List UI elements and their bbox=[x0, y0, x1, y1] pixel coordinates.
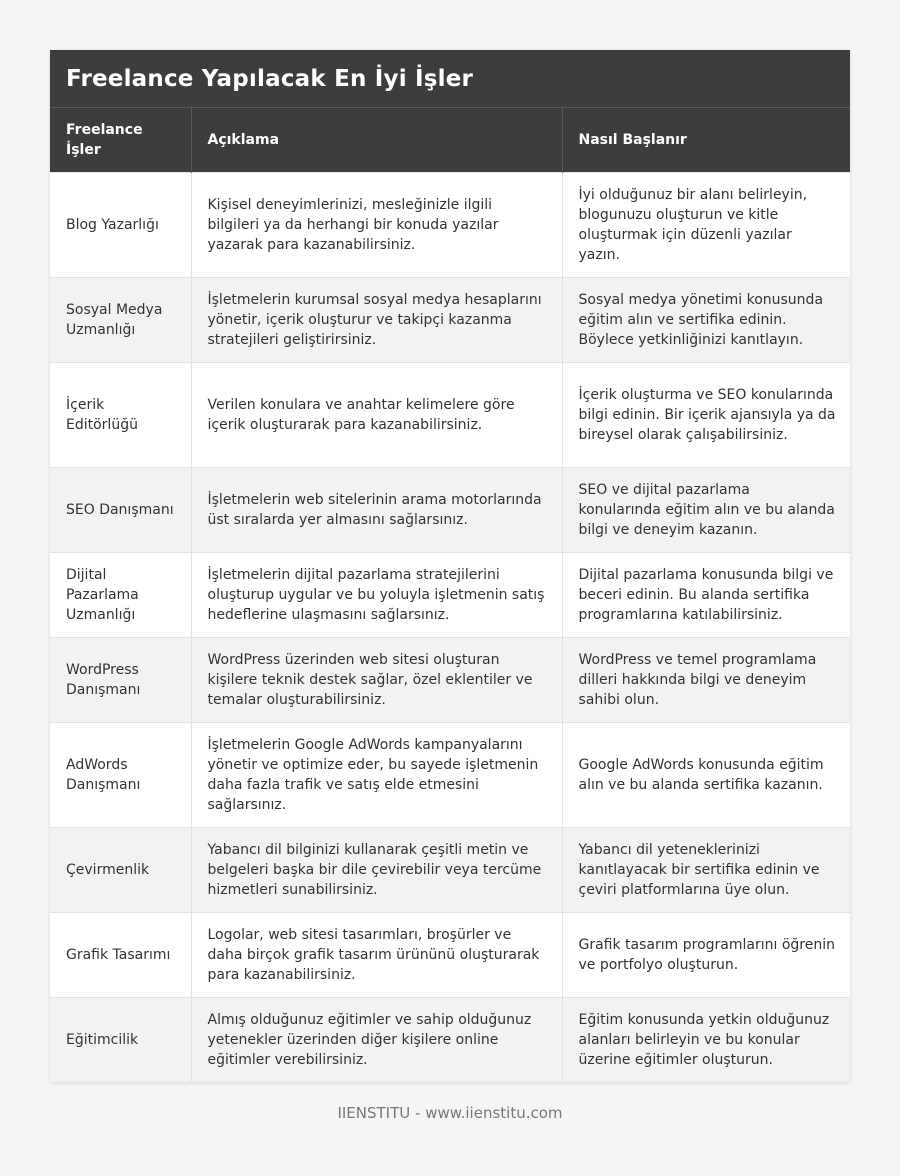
how-to-start-cell: İyi olduğunuz bir alanı belirleyin, blogunuzu oluşturun ve kitle oluşturmak için düzenli yazılar yazın. bbox=[562, 172, 850, 277]
job-cell: Çevirmenlik bbox=[50, 827, 191, 912]
title-bar bbox=[50, 50, 850, 108]
column-header-job: Freelance İşler bbox=[50, 108, 191, 172]
description-cell: İşletmelerin Google AdWords kampanyalarını yönetir ve optimize eder, bu sayede işletmenin daha fazla trafik ve satış elde etmesini sağlarsınız. bbox=[191, 722, 562, 827]
how-to-start-cell: SEO ve dijital pazarlama konularında eğitim alın ve bu alanda bilgi ve deneyim kazanın. bbox=[562, 467, 850, 552]
job-cell: AdWords Danışmanı bbox=[50, 722, 191, 827]
page-title: Freelance Yapılacak En İyi İşler bbox=[66, 65, 474, 92]
job-cell: Eğitimcilik bbox=[50, 997, 191, 1082]
description-cell: İşletmelerin web sitelerinin arama motorlarında üst sıralarda yer almasını sağlarsınız. bbox=[191, 467, 562, 552]
table-row bbox=[50, 552, 850, 637]
job-cell: Dijital Pazarlama Uzmanlığı bbox=[50, 552, 191, 637]
description-cell: İşletmelerin dijital pazarlama stratejilerini oluşturup uygular ve bu yoluyla işletmenin satış hedeflerine ulaşmasını sağlarsınız. bbox=[191, 552, 562, 637]
job-cell: Blog Yazarlığı bbox=[50, 172, 191, 277]
table-body bbox=[50, 172, 850, 1082]
job-cell: WordPress Danışmanı bbox=[50, 637, 191, 722]
table-row bbox=[50, 827, 850, 912]
table-row bbox=[50, 362, 850, 467]
footer-credit: IIENSTITU - www.iienstitu.com bbox=[337, 1104, 563, 1122]
how-to-start-cell: Eğitim konusunda yetkin olduğunuz alanları belirleyin ve bu konular üzerine eğitimler oluşturun. bbox=[562, 997, 850, 1082]
description-cell: Kişisel deneyimlerinizi, mesleğinizle ilgili bilgileri ya da herhangi bir konuda yazılar yazarak para kazanabilirsiniz. bbox=[191, 172, 562, 277]
table-card bbox=[50, 50, 850, 1082]
table-row bbox=[50, 467, 850, 552]
description-cell: Verilen konulara ve anahtar kelimelere göre içerik oluşturarak para kazanabilirsiniz. bbox=[191, 362, 562, 467]
job-cell: Grafik Tasarımı bbox=[50, 912, 191, 997]
table-row bbox=[50, 722, 850, 827]
how-to-start-cell: Grafik tasarım programlarını öğrenin ve portfolyo oluşturun. bbox=[562, 912, 850, 997]
how-to-start-cell: Sosyal medya yönetimi konusunda eğitim alın ve sertifika edinin. Böylece yetkinliğinizi kanıtlayın. bbox=[562, 277, 850, 362]
how-to-start-cell: Google AdWords konusunda eğitim alın ve bu alanda sertifika kazanın. bbox=[562, 722, 850, 827]
how-to-start-cell: Dijital pazarlama konusunda bilgi ve beceri edinin. Bu alanda sertifika programlarına katılabilirsiniz. bbox=[562, 552, 850, 637]
table-row bbox=[50, 277, 850, 362]
table-row bbox=[50, 172, 850, 277]
description-cell: İşletmelerin kurumsal sosyal medya hesaplarını yönetir, içerik oluşturur ve takipçi kazanma stratejileri geliştirirsiniz. bbox=[191, 277, 562, 362]
table-header bbox=[50, 108, 850, 172]
how-to-start-cell: WordPress ve temel programlama dilleri hakkında bilgi ve deneyim sahibi olun. bbox=[562, 637, 850, 722]
header-row bbox=[50, 108, 850, 172]
description-cell: Yabancı dil bilginizi kullanarak çeşitli metin ve belgeleri başka bir dile çevirebilir veya tercüme hizmetleri sunabilirsiniz. bbox=[191, 827, 562, 912]
how-to-start-cell: Yabancı dil yeteneklerinizi kanıtlayacak bir sertifika edinin ve çeviri platformlarına üye olun. bbox=[562, 827, 850, 912]
job-cell: SEO Danışmanı bbox=[50, 467, 191, 552]
description-cell: Logolar, web sitesi tasarımları, broşürler ve daha birçok grafik tasarım ürününü oluşturarak para kazanabilirsiniz. bbox=[191, 912, 562, 997]
table-row bbox=[50, 912, 850, 997]
description-cell: Almış olduğunuz eğitimler ve sahip olduğunuz yetenekler üzerinden diğer kişilere online eğitimler verebilirsiniz. bbox=[191, 997, 562, 1082]
job-cell: İçerik Editörlüğü bbox=[50, 362, 191, 467]
job-cell: Sosyal Medya Uzmanlığı bbox=[50, 277, 191, 362]
how-to-start-cell: İçerik oluşturma ve SEO konularında bilgi edinin. Bir içerik ajansıyla ya da bireysel olarak çalışabilirsiniz. bbox=[562, 362, 850, 467]
column-header-how-to-start: Nasıl Başlanır bbox=[562, 108, 850, 172]
table-row bbox=[50, 637, 850, 722]
column-header-description: Açıklama bbox=[191, 108, 562, 172]
description-cell: WordPress üzerinden web sitesi oluşturan kişilere teknik destek sağlar, özel eklentiler ve temalar oluşturabilirsiniz. bbox=[191, 637, 562, 722]
table-row bbox=[50, 997, 850, 1082]
jobs-table bbox=[50, 108, 850, 1082]
